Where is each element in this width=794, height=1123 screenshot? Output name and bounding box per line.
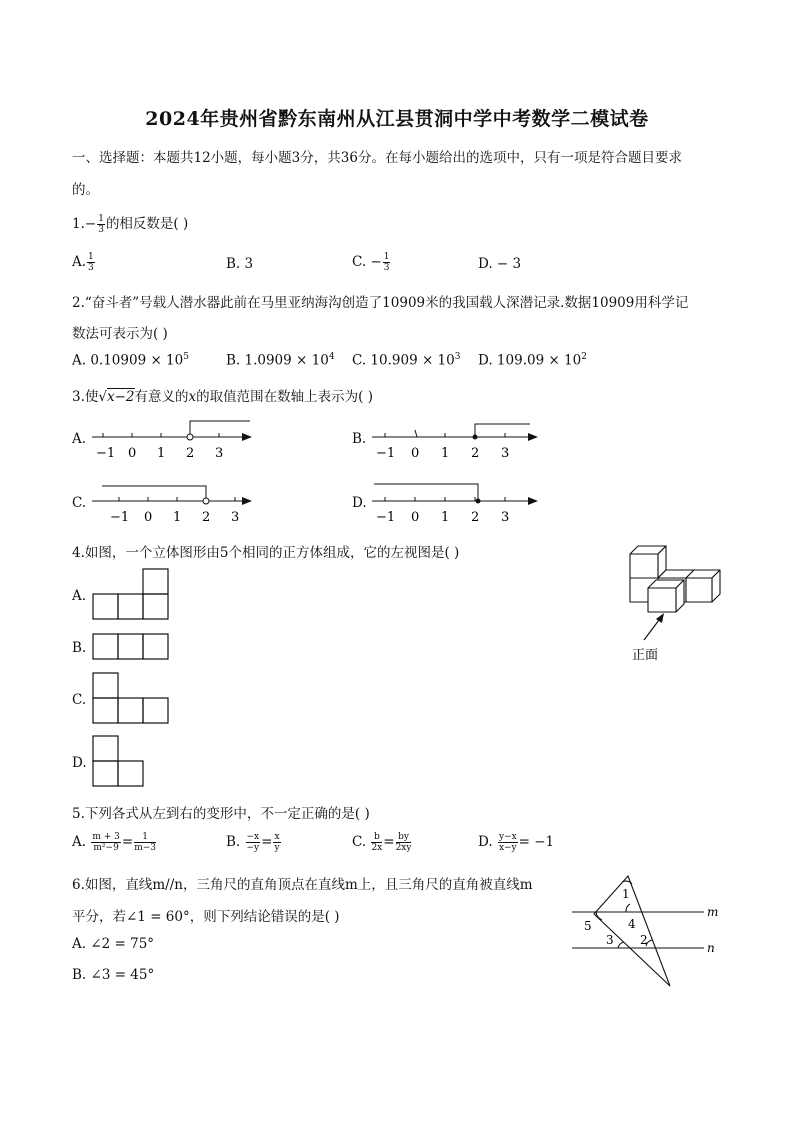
q5-b-rn: x [274,832,280,842]
q5-option-c[interactable] [352,832,412,853]
q5-d-ld: x−y [498,843,517,853]
angle-label-3: 3 [606,933,614,947]
q1-c-num: 1 [383,252,390,262]
q1-number: 1. [72,216,85,232]
q1-option-a[interactable] [72,252,96,273]
q5-a-rn: 1 [134,832,156,843]
q1-a-den: 3 [88,263,94,273]
closed-dot-icon [473,435,478,440]
q1-c-den: 3 [383,263,390,273]
q1-text: 的相反数是( ) [105,216,189,232]
q6-figure [566,870,726,992]
tick-label: 3 [501,446,510,461]
arrow-icon [242,497,252,505]
q4-cube-figure [620,540,730,665]
q3-numberline-a [88,418,258,464]
tick-label: 1 [441,446,450,461]
q4-option-a-figure[interactable] [92,568,170,622]
open-circle-icon [203,498,209,504]
question-5: 5.下列各式从左到右的变形中，不一定正确的是( ) [72,806,370,822]
q5-b-rd: y [274,843,280,853]
q5-c-ld: 2x [371,843,383,853]
q2-line2: 数法可表示为( ) [72,326,168,342]
angle-label-5: 5 [584,919,592,933]
q2-d-text: D. 109.09 × 10 [478,352,582,369]
q3-option-b-label[interactable]: B. [352,431,367,447]
q3-option-c-label[interactable]: C. [72,495,87,511]
q5-c-eq: = [383,834,395,850]
q5-c-rd: 2xy [395,843,412,853]
q5-d-lhs [498,832,518,853]
q4-option-c-label[interactable]: C. [72,692,87,708]
q2-option-b[interactable] [226,352,335,369]
tick-label: 1 [157,446,166,461]
q4-option-b-figure[interactable] [92,633,170,662]
angle-label-2: 2 [640,933,648,947]
section-instructions-line2: 的。 [72,182,99,198]
q1-frac-den: 3 [98,225,104,235]
q3-number: 3.使 [72,389,99,405]
q5-a-lhs [91,832,121,853]
q2-a-exp: 5 [183,352,189,362]
q3-option-d-label[interactable]: D. [352,495,367,511]
question-4: 4.如图，一个立体图形由5个相同的正方体组成，它的左视图是( ) [72,545,460,561]
section-instructions-line1: 一、选择题：本题共12小题，每小题3分，共36分。在每小题给出的选项中，只有一项是符合题目要求 [72,150,682,166]
tick-label: 2 [186,446,195,461]
tick-label: 3 [231,510,240,525]
q5-a-rhs [134,832,156,853]
arrow-icon [528,497,538,505]
q3-numberline-d [368,482,543,528]
tick-label: 2 [471,510,480,525]
q1-option-c-label: C. − [352,254,382,270]
q5-c-label: C. [352,834,367,850]
tick-label: 3 [501,510,510,525]
q1-option-b[interactable]: B. 3 [226,256,254,272]
q3-sqrt-icon: √ [98,389,107,405]
q4-option-b-label[interactable]: B. [72,640,87,656]
q3-radicand: x−2 [107,389,135,405]
tick-label: 3 [215,446,224,461]
q1-option-c[interactable] [352,252,391,273]
triangle-ruler [594,876,670,986]
q4-option-d-label[interactable]: D. [72,755,87,771]
front-label: 正面 [632,648,659,663]
q2-d-exp: 2 [581,352,587,362]
range-bracket [374,484,478,501]
range-bracket [475,424,530,437]
angle-arc-3 [618,942,624,948]
question-1 [72,212,188,235]
q2-b-text: B. 1.0909 × 10 [226,352,329,369]
q5-a-eq: = [121,834,134,850]
q6-line1: 6.如图，直线m//n，三角尺的直角顶点在直线m上，且三角尺的直角被直线m [72,877,533,893]
tick-label: −1 [376,446,396,461]
q4-option-c-figure[interactable] [92,672,170,726]
page-title: 2024年贵州省黔东南州从江县贯洞中学中考数学二模试卷 [145,108,649,130]
q6-line2: 平分，若∠1 = 60°，则下列结论错误的是( ) [72,909,340,925]
q5-c-rn: by [396,832,412,843]
tick-label: −1 [376,510,396,525]
q4-option-d-figure[interactable] [92,735,146,789]
tick-label: 0 [144,510,153,525]
q5-d-rhs: = −1 [518,834,555,850]
q1-option-a-label: A. [72,254,87,270]
angle-arc-4 [626,904,630,912]
q1-a-num: 1 [88,252,94,262]
tick-label: 1 [441,510,450,525]
tick-label: 2 [202,510,211,525]
q1-option-d[interactable]: D. − 3 [478,256,522,272]
tick-label: −1 [96,446,116,461]
q3-numberline-c [88,482,258,528]
q5-a-ln: m + 3 [92,832,120,842]
q5-option-a[interactable] [72,832,157,853]
q3-text-end: 的取值范围在数轴上表示为( ) [196,389,373,405]
q5-c-ln: b [371,832,382,843]
tick-label: 0 [128,446,137,461]
q2-b-exp: 4 [328,352,335,362]
q5-b-ld: −y [246,843,260,853]
q4-option-a-label[interactable]: A. [72,588,87,604]
question-3 [72,385,373,405]
q1-option-a-fraction [87,252,95,273]
tick-label: 1 [173,510,182,525]
q6-option-a[interactable]: A. ∠2 = 75° [72,936,155,952]
q1-fraction [97,214,105,235]
range-bracket [190,421,250,437]
arrow-icon [242,433,252,441]
q5-a-rd: m−3 [134,843,156,853]
q5-a-ld: m²−9 [93,843,119,853]
q2-option-c[interactable] [352,352,460,369]
tick-label: 2 [471,446,480,461]
q5-b-eq: = [261,834,273,850]
open-circle-icon [187,434,193,440]
q5-b-rhs [273,832,280,853]
tick-label: −1 [110,510,130,525]
q2-c-exp: 3 [454,352,461,362]
q5-option-b[interactable] [226,832,282,853]
arrow-icon [528,433,538,441]
q6-option-b[interactable]: B. ∠3 = 45° [72,967,155,983]
line-m-label: m [707,905,719,919]
q5-b-label: B. [226,834,241,850]
q5-c-lhs [371,832,382,853]
q1-frac-num: 1 [98,214,104,224]
angle-arc-5 [596,912,602,920]
q2-option-d[interactable] [478,352,587,369]
q5-a-label: A. [72,834,87,850]
q5-option-d[interactable] [478,832,554,853]
q1-minus: − [84,216,97,232]
q5-b-ln: −x [246,832,260,842]
tick-label: 0 [411,510,420,525]
q3-text-mid: 有意义的 [134,389,189,405]
q2-option-a[interactable] [72,352,189,369]
q3-var: x [188,389,197,405]
q2-line1: 2.“奋斗者”号载人潜水器此前在马里亚纳海沟创造了10909米的我国载人深潜记录.数据10909用科学记 [72,295,689,311]
closed-dot-icon [476,499,481,504]
angle-label-1: 1 [622,887,630,901]
angle-label-4: 4 [628,917,636,931]
q2-c-text: C. 10.909 × 10 [352,352,455,369]
q3-option-a-label[interactable]: A. [72,431,87,447]
q2-a-text: A. 0.10909 × 10 [72,352,184,369]
tick-label: 0 [411,446,420,461]
q5-b-lhs [246,832,261,853]
q5-d-label: D. [478,834,493,850]
range-bracket [102,486,206,501]
q1-option-c-fraction [383,252,391,273]
line-n-label: n [707,941,715,955]
q5-d-ln: y−x [498,832,517,842]
q5-c-rhs [396,832,412,853]
q3-numberline-b [368,418,543,464]
